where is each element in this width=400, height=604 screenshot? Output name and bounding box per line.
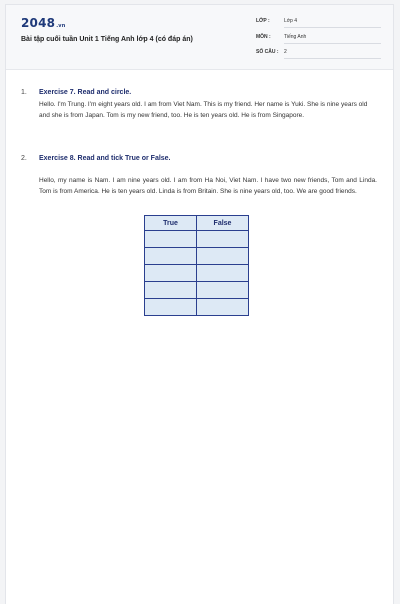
false-answer-cell[interactable] — [197, 248, 249, 265]
meta-value: Lớp 4 — [284, 18, 298, 24]
exercise-text: Hello, my name is Nam. I am nine years old. I am from Ha Noi, Viet Nam. I have two new friends, Tom and Linda. Tom is from America. He is ten years old. Linda is from Britain. She is nine years old, too. We are good friends. — [39, 177, 377, 195]
exercise-number: 1. — [21, 89, 27, 96]
true-answer-cell[interactable] — [145, 231, 197, 248]
true-answer-cell[interactable] — [145, 248, 197, 265]
meta-value: 2 — [284, 49, 287, 55]
meta-question-count — [256, 49, 381, 63]
meta-class — [256, 18, 381, 32]
false-column-header: False — [197, 216, 249, 231]
site-logo[interactable] — [21, 16, 66, 30]
false-answer-cell[interactable] — [197, 299, 249, 316]
page-header — [6, 5, 393, 70]
meta-subject — [256, 34, 381, 48]
false-answer-cell[interactable] — [197, 282, 249, 299]
true-answer-cell[interactable] — [145, 265, 197, 282]
logo-tld: .vn — [56, 23, 66, 29]
meta-label: SỐ CÂU : — [256, 49, 279, 55]
exercise-title: Exercise 8. Read and tick True or False. — [39, 155, 171, 162]
false-answer-cell[interactable] — [197, 265, 249, 282]
table-row — [145, 299, 249, 316]
table-row — [145, 248, 249, 265]
meta-label: LỚP : — [256, 18, 270, 24]
exercise-number: 2. — [21, 155, 27, 162]
meta-label: MÔN : — [256, 34, 271, 40]
table-row — [145, 265, 249, 282]
meta-underline — [284, 58, 381, 59]
table-row — [145, 231, 249, 248]
exercise-title: Exercise 7. Read and circle. — [39, 89, 132, 96]
meta-value: Tiếng Anh — [284, 34, 307, 40]
worksheet-page — [5, 4, 394, 604]
logo-text: 2048 — [21, 16, 56, 30]
false-answer-cell[interactable] — [197, 231, 249, 248]
meta-underline — [284, 43, 381, 44]
table-row — [145, 282, 249, 299]
meta-underline — [284, 27, 381, 28]
page-title: Bài tập cuối tuần Unit 1 Tiếng Anh lớp 4 (có đáp án) — [21, 36, 193, 43]
true-answer-cell[interactable] — [145, 299, 197, 316]
exercise-text: Hello. I'm Trung. I'm eight years old. I am from Viet Nam. This is my friend. Her name is Yuki. She is nine years old and she is from Japan. Tom is my new friend, too. He is ten years old. He is from Singapore. — [39, 101, 368, 119]
true-false-table — [144, 215, 249, 316]
true-column-header: True — [145, 216, 197, 231]
true-answer-cell[interactable] — [145, 282, 197, 299]
true-false-table-body — [145, 231, 249, 316]
